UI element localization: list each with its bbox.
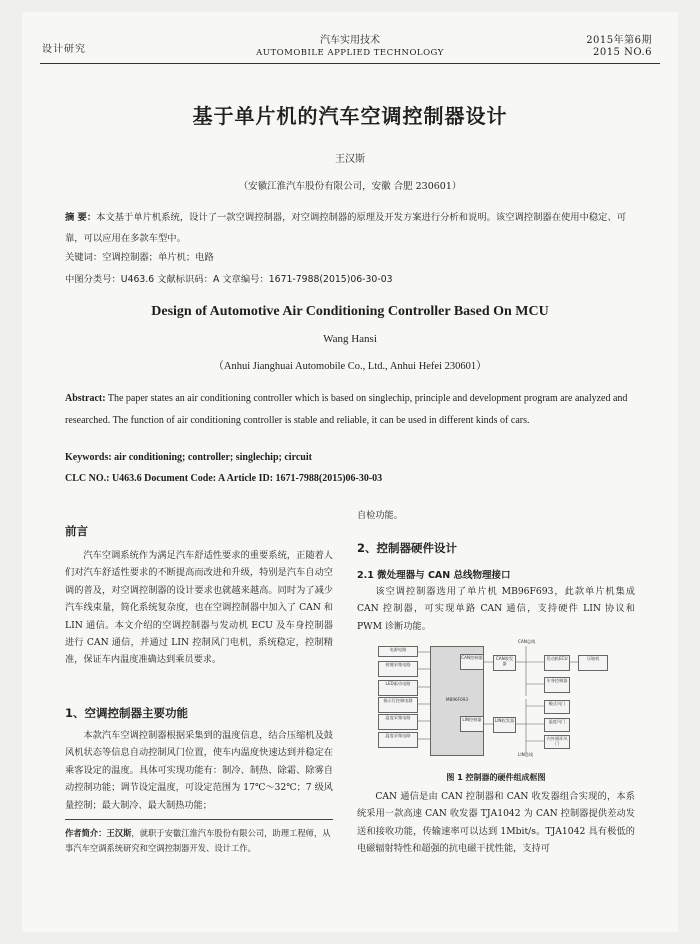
indicator-block: 指示灯控制电路 xyxy=(378,697,418,713)
journal-title-cn: 汽车实用技术 xyxy=(320,35,380,46)
temp-sense-block-1: 温度采集电路 xyxy=(378,714,418,730)
can-controller-block: CAN控制器 xyxy=(460,654,484,670)
recirc-door-block: 内外循环风门 xyxy=(544,735,570,749)
body-controller-block: 车身控制器 xyxy=(544,677,570,693)
footnote-author: 王汉斯 xyxy=(106,828,132,838)
abstract-en xyxy=(65,388,635,432)
author-cn: 王汉斯 xyxy=(335,154,365,165)
temp-sense-block-2: 温度采集电路 xyxy=(378,732,418,748)
footnote-label: 作者简介： xyxy=(65,828,107,838)
lin-bus-label: LIN总线 xyxy=(518,752,534,757)
footnote xyxy=(65,826,333,856)
abstract-cn xyxy=(65,207,635,249)
can-bus-label: CAN总线 xyxy=(518,639,536,644)
preface-text: 汽车空调系统作为满足汽车舒适性要求的重要系统，正随着人们对汽车舒适性要求的不断提高而改进和升级，特别是汽车自动空调的普及，对空调控制器的设计要求也就越来越高。同时为了减少汽车线束量，简化系统复杂度，也在空调控制器中加入了 CAN 和 LIN 通信。本文介绍的空调控制器与发动机 ECU 及车身控制器进行 CAN 通信，并通过 LIN 控制风门电机，系统稳定，控制精准，保证车内温度准确达到乘员要求。 xyxy=(65,550,333,666)
clc-en: CLC NO.: U463.6 Document Code: A Article ID: 1671-7988(2015)06-30-03 xyxy=(65,473,383,484)
abstract-cn-label: 摘 要： xyxy=(65,212,97,223)
footnote-rule xyxy=(65,819,333,820)
can-transceiver-block: CAN收发器 xyxy=(493,655,516,671)
lin-controller-block: LIN控制器 xyxy=(460,716,484,732)
power-circuit-block: 电源电路 xyxy=(378,646,418,657)
led-driver-block: LED驱动电路 xyxy=(378,680,418,696)
s1-text: 本款汽车空调控制器根据采集到的温度信息，结合压缩机及鼓风机状态等信息自动控制风门位置，使车内温度快速达到并稳定在乘客设定的温度。具体可实现功能有：制冷、制热、除霜、除雾自动控制功能；调节设定温度，可设定范围为 17℃～32℃；7 级风量控制；最大制冷、最大制热功能； xyxy=(65,730,333,811)
heading-preface: 前言 xyxy=(65,524,88,538)
issue-cn: 2015年第6期 xyxy=(586,35,652,46)
affiliation-en: （Anhui Jianghuai Automobile Co., Ltd., Anhui Hefei 230601） xyxy=(213,361,487,372)
hardware-block-diagram xyxy=(378,639,618,759)
s1-continued: 自检功能。 xyxy=(357,510,403,521)
abstract-en-label: Abstract: xyxy=(65,393,106,404)
after-figure-text: CAN 通信是由 CAN 控制器和 CAN 收发器组合实现的，本系统采用一款高速 CAN 收发器 TJA1042 为 CAN 控制器提供差动发送和接收功能，传输速率可以达到 1Mbit/s。TJA1042 具有极低的电磁辐射特性和超强的抗电磁干扰性能，支持可 xyxy=(357,791,635,855)
abstract-cn-text: 本文基于单片机系统，设计了一款空调控制器，对空调控制器的原理及开发方案进行分析和说明。该空调控制器在使用中稳定、可靠，可以应用在多款车型中。 xyxy=(65,212,627,244)
heading-s2: 2、控制器硬件设计 xyxy=(357,541,458,555)
footnote-text: ，就职于安徽江淮汽车股份有限公司，助理工程师，从事汽车空调系统研究和空调控制器开发、设计工作。 xyxy=(65,828,331,853)
title-cn: 基于单片机的汽车空调控制器设计 xyxy=(192,104,508,128)
engine-ecu-block: 发动机ECU xyxy=(544,655,570,671)
s21-text: 该空调控制器选用了单片机 MB96F693，此款单片机集成 CAN 控制器，可实现单路 CAN 通信，支持硬件 LIN 协议和 PWM 诊断功能。 xyxy=(357,586,635,632)
issue-en: 2015 NO.6 xyxy=(592,47,652,58)
author-en: Wang Hansi xyxy=(323,333,377,345)
keywords-en: Keywords: air conditioning; controller; singlechip; circuit xyxy=(65,452,312,463)
affiliation-cn: （安徽江淮汽车股份有限公司，安徽 合肥 230601） xyxy=(238,181,462,192)
figure-caption: 图 1 控制器的硬件组成框图 xyxy=(446,773,546,782)
mcu-label: MB96F693 xyxy=(445,697,469,702)
lin-transceiver-block: LIN收发器 xyxy=(493,717,516,733)
abstract-en-text: The paper states an air conditioning controller which is based on singlechip, principle and development program are analyzed and researched. The function of air conditioning controller is stable and reliable, it can be used in different kinds of cars. xyxy=(65,393,628,426)
temp-door-block: 温度风门 xyxy=(544,718,570,732)
header-issue xyxy=(586,35,652,59)
clc-cn: 中图分类号：U463.6 文献标识码：A 文章编号：1671-7988(2015)06-30-03 xyxy=(65,274,393,285)
compressor-block: 压缩机 xyxy=(578,655,608,671)
mode-door-block: 模式风门 xyxy=(544,700,570,714)
title-en: Design of Automotive Air Conditioning Controller Based On MCU xyxy=(151,304,549,319)
key-input-block: 按键采集电路 xyxy=(378,661,418,677)
keywords-cn: 关键词：空调控制器；单片机；电路 xyxy=(65,252,214,263)
heading-s1: 1、空调控制器主要功能 xyxy=(65,706,189,720)
heading-s21: 2.1 微处理器与 CAN 总线物理接口 xyxy=(357,570,511,581)
header-rule xyxy=(40,63,660,64)
header-section: 设计研究 xyxy=(42,44,86,55)
journal-title-en: AUTOMOBILE APPLIED TECHNOLOGY xyxy=(256,48,444,58)
